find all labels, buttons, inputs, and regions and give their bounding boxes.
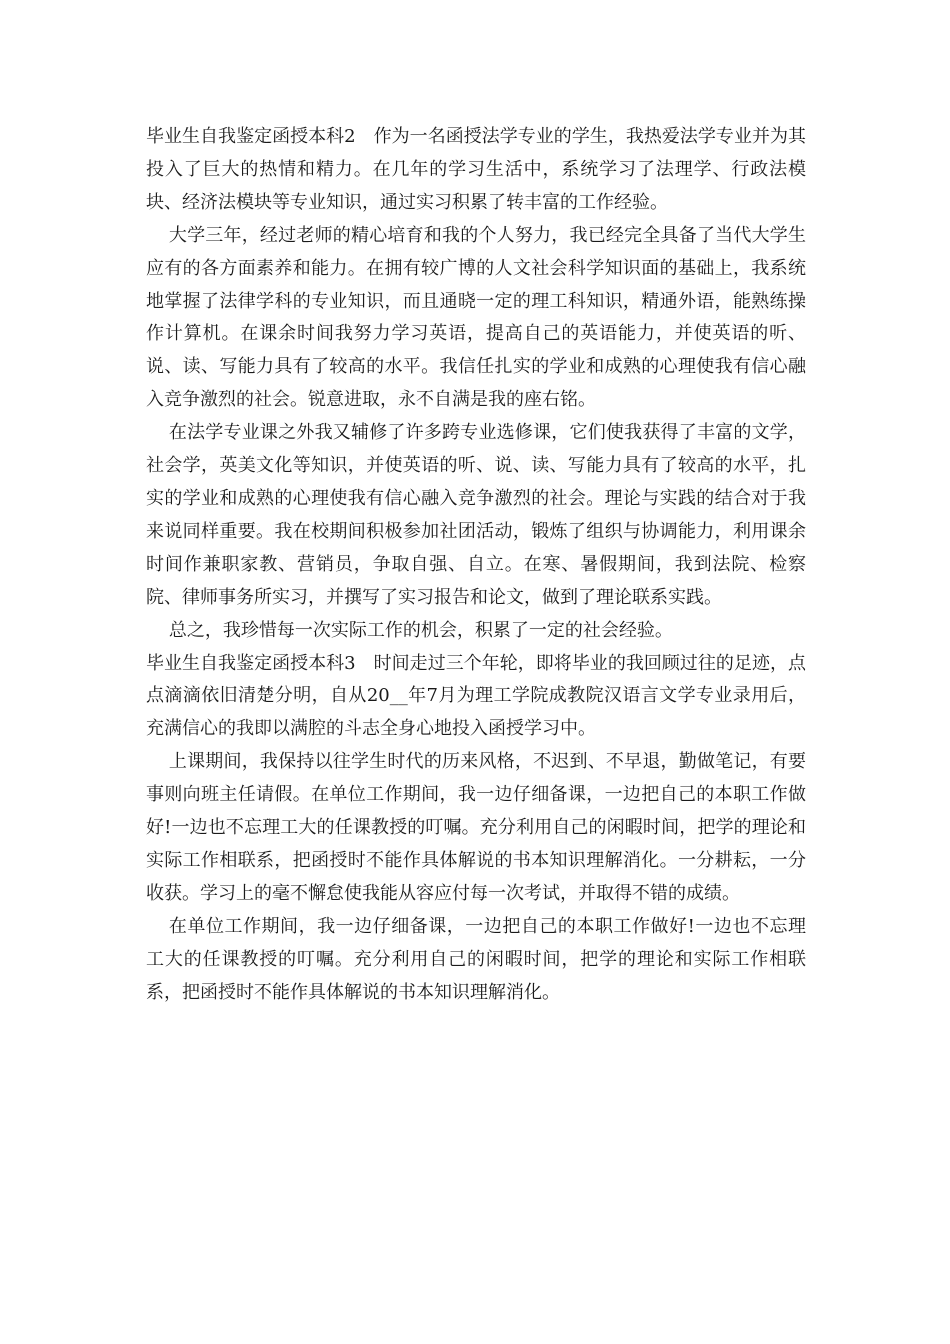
paragraph-appraisal-3-intro: 毕业生自我鉴定函授本科3 时间走过三个年轮，即将毕业的我回顾过往的足迹，点点滴滴依旧清楚分明，自从20__年7月为理工学院成教院汉语言文学专业录用后，充满信心的我即以满腔的斗志全身心地投入函授学习中。 <box>146 652 806 740</box>
paragraph-summary: 总之，我珍惜每一次实际工作的机会，积累了一定的社会经验。 <box>168 619 673 641</box>
paragraph-class-period: 上课期间，我保持以往学生时代的历来风格，不迟到、不早退，勤做笔记，有要事则向班主任请假。在单位工作期间，我一边仔细备课，一边把自己的本职工作做好!一边也不忘理工大的任课教授的叮嘱。充分利用自己的闲暇时间，把学的理论和实际工作相联系，把函授时不能作具体解说的书本知识理解消化。一分耕耘，一分收获。学习上的毫不懈怠使我能从容应付每一次考试，并取得不错的成绩。 <box>146 751 806 904</box>
document-body <box>146 121 806 1009</box>
paragraph-appraisal-2-intro: 毕业生自我鉴定函授本科2 作为一名函授法学专业的学生，我热爱法学专业并为其投入了巨大的热情和精力。在几年的学习生活中，系统学习了法理学、行政法模块、经济法模块等专业知识，通过实习积累了转丰富的工作经验。 <box>146 126 806 213</box>
paragraph-work-period: 在单位工作期间，我一边仔细备课，一边把自己的本职工作做好!一边也不忘理工大的任课教授的叮嘱。充分利用自己的闲暇时间，把学的理论和实际工作相联系，把函授时不能作具体解说的书本知识理解消化。 <box>146 915 806 1003</box>
paragraph-elective-courses: 在法学专业课之外我又辅修了许多跨专业选修课，它们使我获得了丰富的文学，社会学，英美文化等知识，并使英语的听、说、读、写能力具有了较高的水平，扎实的学业和成熟的心理使我有信心融入竞争激烈的社会。理论与实践的结合对于我来说同样重要。我在校期间积极参加社团活动，锻炼了组织与协调能力，利用课余时间作兼职家教、营销员，争取自强、自立。在寒、暑假期间，我到法院、检察院、律师事务所实习，并撰写了实习报告和论文，做到了理论联系实践。 <box>146 422 806 608</box>
paragraph-university-years: 大学三年，经过老师的精心培育和我的个人努力，我已经完全具备了当代大学生应有的各方面素养和能力。在拥有较广博的人文社会科学知识面的基础上，我系统地掌握了法律学科的专业知识，而且通晓一定的理工科知识，精通外语，能熟练操作计算机。在课余时间我努力学习英语，提高自己的英语能力，并使英语的听、说、读、写能力具有了较高的水平。我信任扎实的学业和成熟的心理使我有信心融入竞争激烈的社会。锐意进取，永不自满是我的座右铭。 <box>146 224 806 411</box>
